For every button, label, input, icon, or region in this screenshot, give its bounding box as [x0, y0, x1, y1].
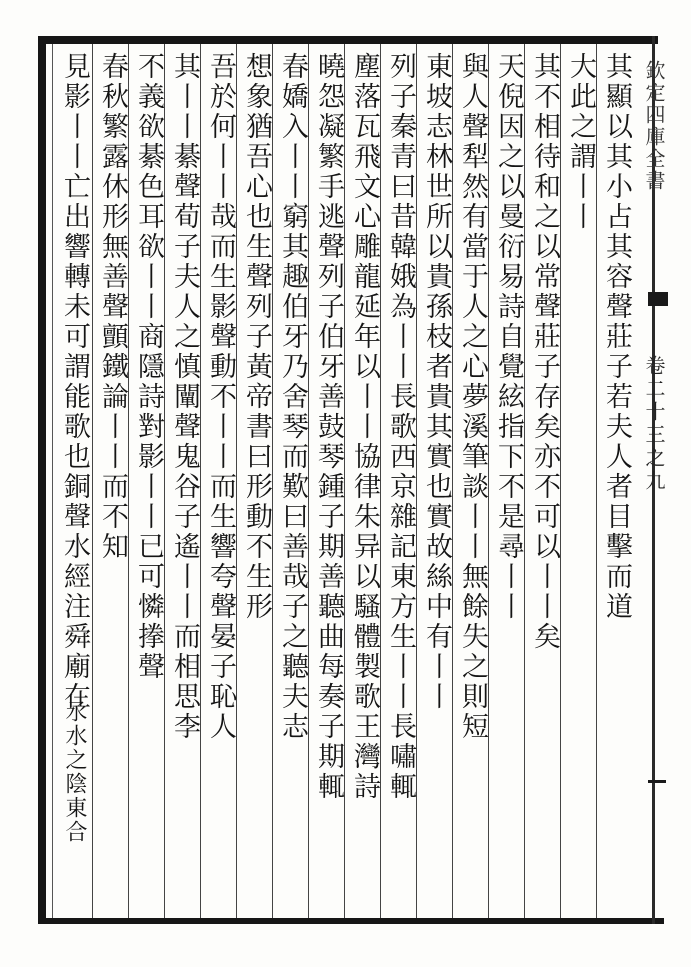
text-column: 不義欲綦色耳欲丨丨商隱詩對影丨丨已可憐搼聲 [133, 52, 164, 682]
text-column: 大此之謂丨丨 [565, 52, 596, 232]
text-column: 與人聲犁然有當于人之心夢溪筆談丨丨無餘失之則短 [457, 52, 488, 742]
text-column: 列子秦青曰昔韓娥為丨丨長歌西京雜記東方生丨丨長嘯輒 [385, 52, 416, 802]
volume-label: 卷二十三之九 [642, 355, 666, 493]
text-column: 其不相待和之以常聲莊子存矣亦不可以丨丨矣 [529, 52, 560, 652]
column-rule [164, 44, 165, 918]
column-rule [524, 44, 525, 918]
frame-top-border [38, 36, 658, 44]
text-column: 想象猶吾心也生聲列子黃帝書曰形動不生形 [241, 52, 272, 622]
text-column: 其顯以其小占其容聲莊子若夫人者目擊而道 [601, 52, 632, 622]
text-column: 天倪因之以曼衍易詩自覺絃指下不是尋丨丨 [493, 52, 524, 622]
frame-inner-rule [52, 44, 53, 918]
column-rule [92, 44, 93, 918]
fish-tail-mark [648, 292, 668, 306]
column-rule [488, 44, 489, 918]
fish-tail-mark-lower [648, 780, 666, 783]
frame-bottom-border [42, 918, 664, 924]
column-rule [380, 44, 381, 918]
column-rule [560, 44, 561, 918]
column-rule [596, 44, 597, 918]
text-column-tail: 氶水之陰東合 [62, 700, 87, 844]
column-rule [272, 44, 273, 918]
text-column: 塵落瓦飛文心雕龍延年以丨丨協律朱异以騷體製歌王灣詩 [349, 52, 380, 802]
column-rule [452, 44, 453, 918]
column-rule [344, 44, 345, 918]
text-column: 曉怨凝繁手逃聲列子伯牙善鼓琴鍾子期善聽曲每奏子期輒 [313, 52, 344, 802]
column-rule [236, 44, 237, 918]
book-title-margin: 欽定四庫全書 [642, 60, 666, 192]
text-column: 春秋繁露休形無善聲顫鐵論丨丨而不知 [97, 52, 128, 562]
column-rule [308, 44, 309, 918]
text-column: 春嬌入丨丨窮其趣伯牙乃舍琴而歎曰善哉子之聽夫志 [277, 52, 308, 742]
column-rule [200, 44, 201, 918]
frame-left-border [38, 36, 46, 924]
text-column: 東坡志林世所以貴孫枝者貴其實也實故絲中有丨丨 [421, 52, 452, 712]
text-column: 見影丨丨亡出響轉未可謂能歌也銅聲水經注舜廟在 [59, 52, 90, 712]
column-rule [128, 44, 129, 918]
text-column: 其丨丨綦聲荀子夫人之慎闡聲鬼谷子遙丨丨而相思李 [169, 52, 200, 742]
column-rule [416, 44, 417, 918]
text-column: 吾於何丨丨哉而生影聲動不丨丨而生響夸聲晏子恥人 [205, 52, 236, 742]
